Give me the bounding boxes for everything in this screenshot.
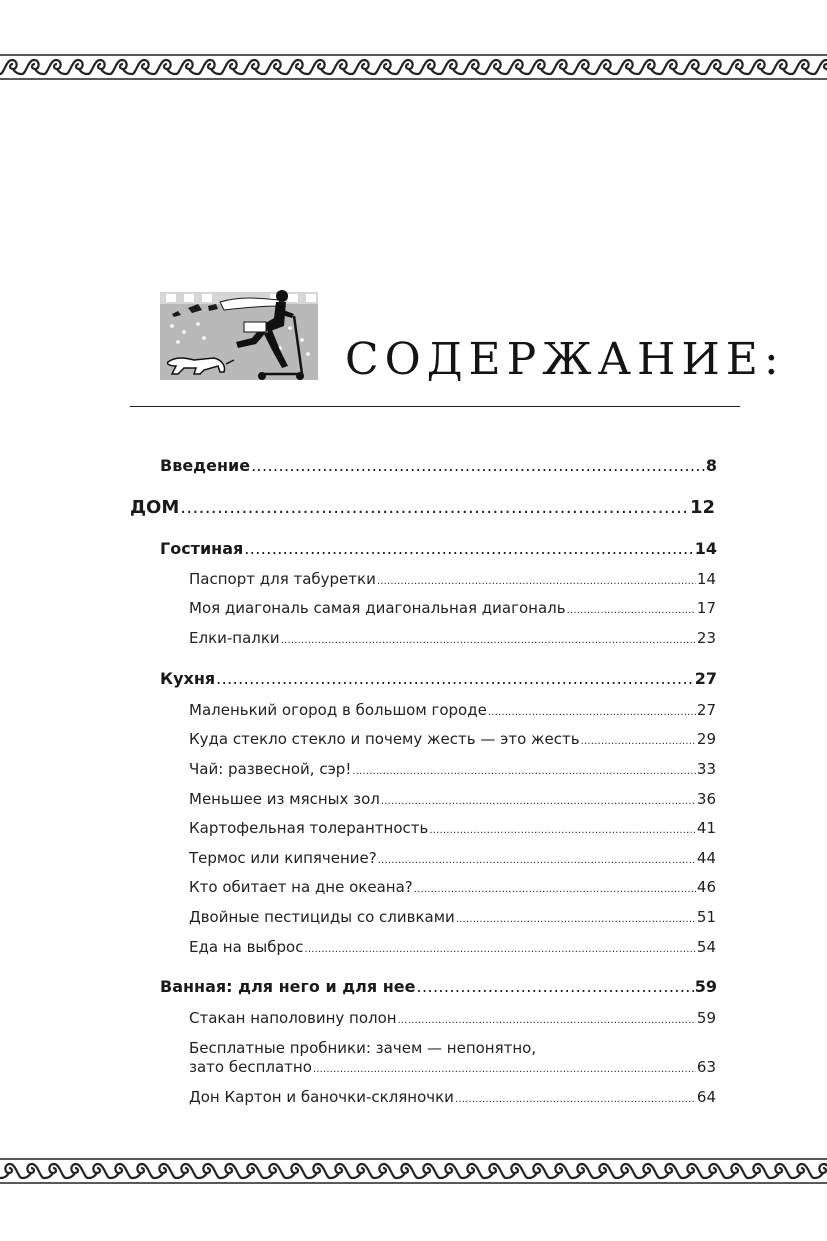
- toc-entry[interactable]: [189, 938, 716, 956]
- toc-entry-home[interactable]: [130, 497, 715, 518]
- dot-leader: [180, 497, 689, 518]
- toc-page-number: 14: [694, 539, 717, 558]
- toc-entry-label: Дон Картон и баночки-скляночки: [189, 1088, 454, 1106]
- toc-entry-label: Введение: [160, 456, 251, 475]
- toc-entry-bathroom[interactable]: [160, 977, 717, 996]
- dot-leader: [398, 1009, 696, 1027]
- dot-leader: [429, 819, 696, 837]
- toc-entry-label: зато бесплатно: [189, 1058, 312, 1076]
- runner-on-scooter-with-dog-illustration: [160, 288, 318, 384]
- toc-page-number: 63: [696, 1058, 716, 1076]
- toc-page-number: 59: [696, 1009, 716, 1027]
- toc-entry-label-line1[interactable]: Бесплатные пробники: зачем — непонятно,: [189, 1039, 537, 1057]
- toc-entry-label: Паспорт для табуретки: [189, 570, 376, 588]
- dot-leader: [313, 1058, 696, 1076]
- toc-entry-label: Стакан наполовину полон: [189, 1009, 397, 1027]
- toc-entry[interactable]: [189, 908, 716, 926]
- toc-page-number: 27: [694, 669, 717, 688]
- toc-entry-kitchen[interactable]: [160, 669, 717, 688]
- dot-leader: [216, 669, 694, 688]
- toc-entry-label: Термос или кипячение?: [189, 849, 377, 867]
- toc-page-number: 64: [696, 1088, 716, 1106]
- toc-entry[interactable]: [189, 1009, 716, 1027]
- dot-leader: [381, 790, 696, 808]
- toc-entry-label: Моя диагональ самая диагональная диагональ: [189, 599, 566, 617]
- toc-page-number: 17: [696, 599, 716, 617]
- dot-leader: [488, 701, 696, 719]
- toc-entry[interactable]: [189, 1088, 716, 1106]
- toc-entry[interactable]: [189, 760, 716, 778]
- toc-page-number: 23: [696, 629, 716, 647]
- toc-entry-label: ДОМ: [130, 497, 180, 518]
- toc-page-number: 33: [696, 760, 716, 778]
- toc-page-number: 29: [696, 730, 716, 748]
- toc-entry-label: Маленький огород в большом городе: [189, 701, 487, 719]
- toc-entry-label: Чай: развесной, сэр!: [189, 760, 352, 778]
- toc-entry[interactable]: [189, 570, 716, 588]
- toc-entry-label: Ванная: для него и для нее: [160, 977, 416, 996]
- dot-leader: [377, 570, 696, 588]
- greek-wave-border-icon: [0, 1156, 827, 1186]
- toc-entry-label: Меньшее из мясных зол: [189, 790, 380, 808]
- toc-entry[interactable]: [189, 878, 716, 896]
- dot-leader: [414, 878, 696, 896]
- title-divider: [130, 406, 740, 407]
- greek-wave-border-icon: [0, 52, 827, 82]
- toc-entry-label: Кто обитает на дне океана?: [189, 878, 413, 896]
- toc-entry-label: Елки-палки: [189, 629, 280, 647]
- dot-leader: [567, 599, 696, 617]
- toc-entry-label: Кухня: [160, 669, 216, 688]
- toc-page-number: 41: [696, 819, 716, 837]
- toc-page-number: 46: [696, 878, 716, 896]
- toc-entry[interactable]: [189, 730, 716, 748]
- dot-leader: [455, 1088, 696, 1106]
- toc-entry[interactable]: [189, 599, 716, 617]
- toc-entry[interactable]: [189, 819, 716, 837]
- toc-entry[interactable]: [189, 629, 716, 647]
- bottom-border-ornament: [0, 1156, 827, 1186]
- toc-entry[interactable]: [189, 1058, 716, 1076]
- dot-leader: [251, 456, 705, 475]
- dot-leader: [352, 760, 696, 778]
- top-border-ornament: [0, 52, 827, 82]
- toc-page-number: 54: [696, 938, 716, 956]
- dot-leader: [456, 908, 696, 926]
- toc-entry-living-room[interactable]: [160, 539, 717, 558]
- toc-entry-intro[interactable]: [160, 456, 717, 475]
- dot-leader: [281, 629, 696, 647]
- toc-entry-label: Гостиная: [160, 539, 244, 558]
- dot-leader: [416, 977, 693, 996]
- toc-page-number: 44: [696, 849, 716, 867]
- toc-page-number: 36: [696, 790, 716, 808]
- toc-entry-label: Куда стекло стекло и почему жесть — это жесть: [189, 730, 580, 748]
- toc-entry[interactable]: [189, 849, 716, 867]
- toc-entry[interactable]: [189, 701, 716, 719]
- dot-leader: [378, 849, 696, 867]
- toc-entry-label: Картофельная толерантность: [189, 819, 429, 837]
- dot-leader: [304, 938, 695, 956]
- toc-page-number: 51: [696, 908, 716, 926]
- toc-entry[interactable]: [189, 790, 716, 808]
- toc-page-number: 14: [696, 570, 716, 588]
- toc-page-number: 12: [689, 497, 715, 518]
- toc-entry-label: Еда на выброс: [189, 938, 304, 956]
- toc-page-number: 27: [696, 701, 716, 719]
- toc-page-number: 8: [705, 456, 717, 475]
- toc-page-number: 59: [694, 977, 717, 996]
- runner-illustration-icon: [160, 288, 318, 384]
- dot-leader: [244, 539, 693, 558]
- toc-entry-label: Двойные пестициды со сливками: [189, 908, 455, 926]
- dot-leader: [581, 730, 696, 748]
- page-title: СОДЕРЖАНИЕ:: [345, 334, 785, 385]
